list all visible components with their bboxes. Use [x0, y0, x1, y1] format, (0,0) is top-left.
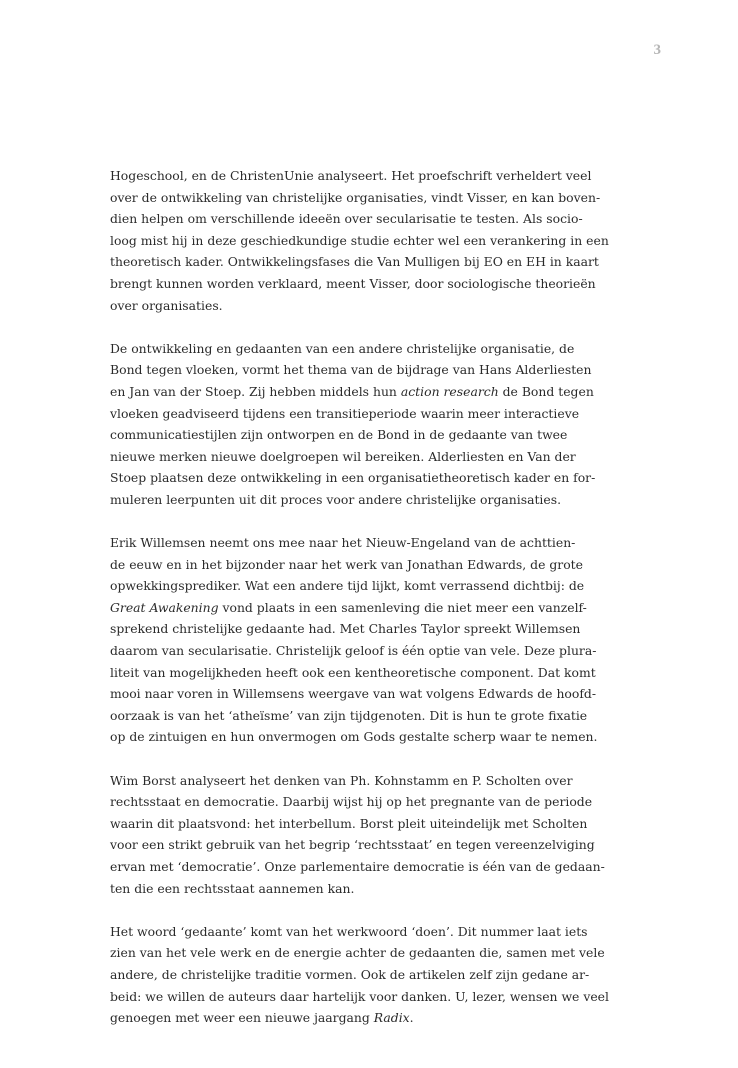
- italic-text: action research: [400, 383, 499, 399]
- text-line: [110, 640, 597, 662]
- text-segment: muleren leerpunten uit dit proces voor andere christelijke organisaties.: [110, 491, 562, 507]
- text-segment: sprekend christelijke gedaante had. Met Charles Taylor spreekt Willemsen: [110, 621, 581, 637]
- page-number: 3: [653, 42, 661, 58]
- text-line: [110, 251, 599, 273]
- paragraph: [110, 770, 605, 900]
- text-line: [110, 575, 585, 597]
- text-segment: Bond tegen vloeken, vormt het thema van de bijdrage van Hans Alderliesten: [110, 362, 592, 378]
- text-segment: en Jan van der Stoep. Zij hebben middels hun: [110, 383, 401, 399]
- text-line: [110, 359, 592, 381]
- text-line: [110, 791, 593, 813]
- text-line: [110, 618, 581, 640]
- text-segment: waarin dit plaatsvond: het interbellum. Borst pleit uiteindelijk met Scholten: [110, 815, 588, 831]
- text-segment: genoegen met weer een nieuwe jaargang: [110, 1010, 374, 1026]
- text-segment: loog mist hij in deze geschiedkundige studie echter wel een verankering in een: [110, 232, 609, 248]
- text-line: [110, 403, 580, 425]
- text-segment: oorzaak is van het ‘atheïsme’ van zijn tijdgenoten. Dit is hun te grote fixatie: [110, 707, 588, 723]
- text-line: [110, 921, 588, 943]
- text-line: [110, 726, 598, 748]
- text-segment: dien helpen om verschillende ideeën over secularisatie te testen. Als socio-: [110, 211, 583, 227]
- text-line: [110, 964, 590, 986]
- text-segment: andere, de christelijke traditie vormen. Ook de artikelen zelf zijn gedane ar-: [110, 966, 590, 982]
- text-line: [110, 338, 575, 360]
- text-line: [110, 295, 562, 317]
- paragraph: [110, 338, 596, 511]
- text-segment: mooi naar voren in Willemsens weergave van wat volgens Edwards de hoofd-: [110, 686, 597, 702]
- text-line: [110, 1007, 562, 1029]
- text-line: [110, 942, 605, 964]
- text-segment: ten die een rechtsstaat aannemen kan.: [110, 880, 355, 896]
- text-line: [110, 273, 596, 295]
- text-line: [110, 424, 568, 446]
- text-segment: brengt kunnen worden verklaard, meent Visser, door sociologische theorieën: [110, 275, 596, 291]
- paragraph: [110, 921, 609, 1029]
- text-line: [110, 597, 587, 619]
- text-segment: vloeken geadviseerd tijdens een transitieperiode waarin meer interactieve: [110, 405, 580, 421]
- paragraph: [110, 532, 598, 748]
- text-line: [110, 856, 605, 878]
- text-segment: de eeuw en in het bijzonder naar het werk van Jonathan Edwards, de grote: [110, 556, 583, 572]
- text-line: [110, 467, 596, 489]
- text-line: [110, 208, 583, 230]
- text-line: [110, 683, 597, 705]
- text-segment: over de ontwikkeling van christelijke organisaties, vindt Visser, en kan boven-: [110, 189, 601, 205]
- text-segment: zien van het vele werk en de energie achter de gedaanten die, samen met vele: [110, 945, 605, 961]
- text-segment: over organisaties.: [110, 297, 223, 313]
- text-line: [110, 554, 583, 576]
- text-line: [110, 986, 609, 1008]
- text-segment: ervan met ‘democratie’. Onze parlementaire democratie is één van de gedaan-: [110, 859, 605, 874]
- text-line: [110, 381, 594, 403]
- text-segment: .: [409, 1010, 414, 1026]
- text-line: [110, 446, 576, 468]
- italic-text: Radix: [373, 1010, 410, 1026]
- text-segment: op de zintuigen en hun onvermogen om Gods gestalte scherp waar te nemen.: [110, 729, 598, 745]
- text-segment: communicatiestijlen zijn ontworpen en de Bond in de gedaante van twee: [110, 427, 568, 443]
- text-segment: theoretisch kader. Ontwikkelingsfases die Van Mulligen bij EO en EH in kaart: [110, 254, 599, 270]
- text-segment: Het woord ‘gedaante’ komt van het werkwoord ‘doen’. Dit nummer laat iets: [110, 923, 588, 939]
- text-line: [110, 834, 595, 856]
- text-segment: De ontwikkeling en gedaanten van een andere christelijke organisatie, de: [110, 340, 575, 356]
- text-segment: nieuwe merken nieuwe doelgroepen wil bereiken. Alderliesten en Van der: [110, 448, 576, 464]
- text-line: [110, 705, 588, 727]
- text-segment: rechtsstaat en democratie. Daarbij wijst hij op het pregnante van de periode: [110, 794, 593, 810]
- italic-text: Great Awakening: [110, 599, 219, 615]
- text-line: [110, 165, 592, 187]
- text-segment: voor een strikt gebruik van het begrip ‘rechtsstaat’ en tegen vereenzelviging: [110, 837, 595, 853]
- text-segment: de Bond tegen: [498, 383, 594, 399]
- text-segment: Stoep plaatsen deze ontwikkeling in een organisatietheoretisch kader en for-: [110, 470, 596, 486]
- text-line: [110, 878, 562, 900]
- text-line: [110, 532, 576, 554]
- text-line: [110, 187, 601, 209]
- text-segment: daarom van secularisatie. Christelijk geloof is één optie van vele. Deze plura-: [110, 643, 597, 659]
- text-segment: vond plaats in een samenleving die niet meer een vanzelf-: [218, 599, 587, 615]
- text-segment: beid: we willen de auteurs daar hartelijk voor danken. U, lezer, wensen we veel: [110, 988, 609, 1004]
- text-segment: Erik Willemsen neemt ons mee naar het Nieuw-Engeland van de achttien-: [110, 535, 576, 551]
- text-segment: liteit van mogelijkheden heeft ook een kentheoretische component. Dat komt: [110, 664, 596, 680]
- text-line: [110, 770, 573, 792]
- body-text: [110, 165, 609, 1050]
- text-segment: Wim Borst analyseert het denken van Ph. Kohnstamm en P. Scholten over: [110, 772, 573, 788]
- paragraph: [110, 165, 609, 316]
- text-line: [110, 489, 562, 511]
- text-line: [110, 813, 588, 835]
- text-segment: opwekkingsprediker. Wat een andere tijd lijkt, komt verrassend dichtbij: de: [110, 578, 585, 594]
- text-segment: Hogeschool, en de ChristenUnie analyseert. Het proefschrift verheldert veel: [110, 168, 592, 183]
- text-line: [110, 662, 596, 684]
- text-line: [110, 230, 609, 252]
